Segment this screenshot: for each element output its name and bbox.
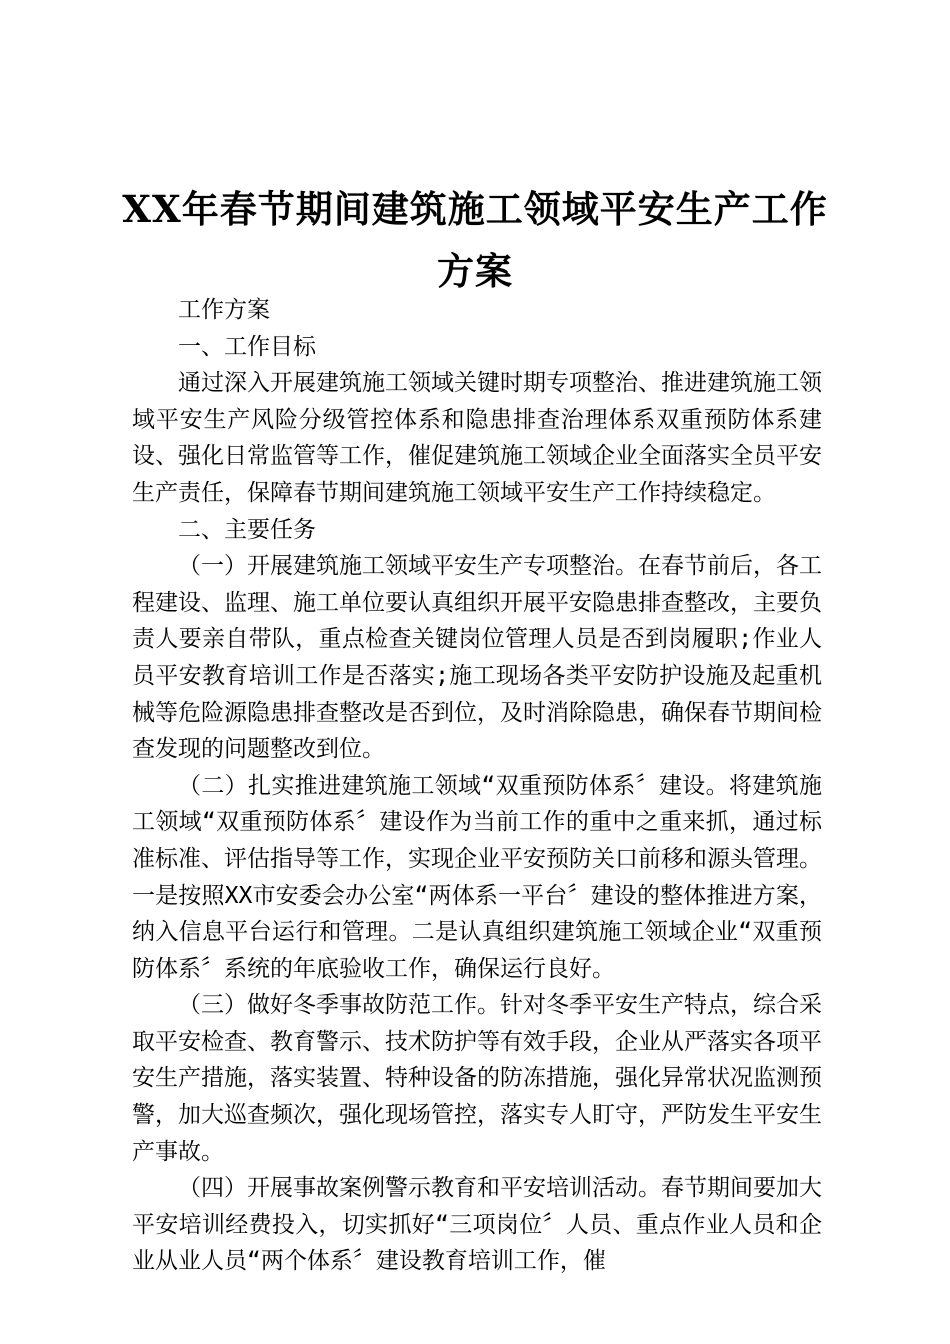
document-body: [132, 292, 822, 1280]
section-heading-tasks: 二、主要任务: [178, 516, 316, 543]
paragraph-task-2: （二）扎实推进建筑施工领域“双重预防体系〞建设。将建筑施工领域“双重预防体系〞建设作为当前工作的重中之重来抓，通过标准标准、评估指导等工作，实现企业平安预防关口前移和源头管理。一是按照XX市安委会办公室“两体系一平台〞建设的整体推进方案，纳入信息平台运行和管理。二是认真组织建筑施工领域企业“双重预防体系〞系统的年底验收工作，确保运行良好。: [132, 772, 822, 982]
paragraph-goals: 通过深入开展建筑施工领域关键时期专项整治、推进建筑施工领域平安生产风险分级管控体系和隐患排查治理体系双重预防体系建设、强化日常监管等工作，催促建筑施工领域企业全面落实全员平安生产责任，保障春节期间建筑施工领域平安生产工作持续稳定。: [132, 370, 822, 506]
paragraph-task-3: （三）做好冬季事故防范工作。针对冬季平安生产特点，综合采取平安检查、教育警示、技术防护等有效手段，企业从严落实各项平安生产措施，落实装置、特种设备的防冻措施，强化异常状况监测预警，加大巡查频次，强化现场管控，落实专人盯守，严防发生平安生产事故。: [132, 992, 822, 1165]
paragraph-task-1: （一）开展建筑施工领域平安生产专项整治。在春节前后，各工程建设、监理、施工单位要认真组织开展平安隐患排查整改，主要负责人要亲自带队，重点检查关键岗位管理人员是否到岗履职;作业人员平安教育培训工作是否落实;施工现场各类平安防护设施及起重机械等危险源隐患排查整改是否到位，及时消除隐患，确保春节期间检查发现的问题整改到位。: [132, 553, 822, 763]
document-title: XX年春节期间建筑施工领域平安生产工作方案: [122, 187, 828, 293]
paragraph-task-4: （四）开展事故案例警示教育和平安培训活动。春节期间要加大平安培训经费投入，切实抓好“三项岗位〞人员、重点作业人员和企业从业人员“两个体系〞建设教育培训工作，催: [132, 1175, 822, 1275]
section-heading-goals: 一、工作目标: [178, 333, 316, 360]
paragraph-heading: 工作方案: [178, 297, 270, 323]
